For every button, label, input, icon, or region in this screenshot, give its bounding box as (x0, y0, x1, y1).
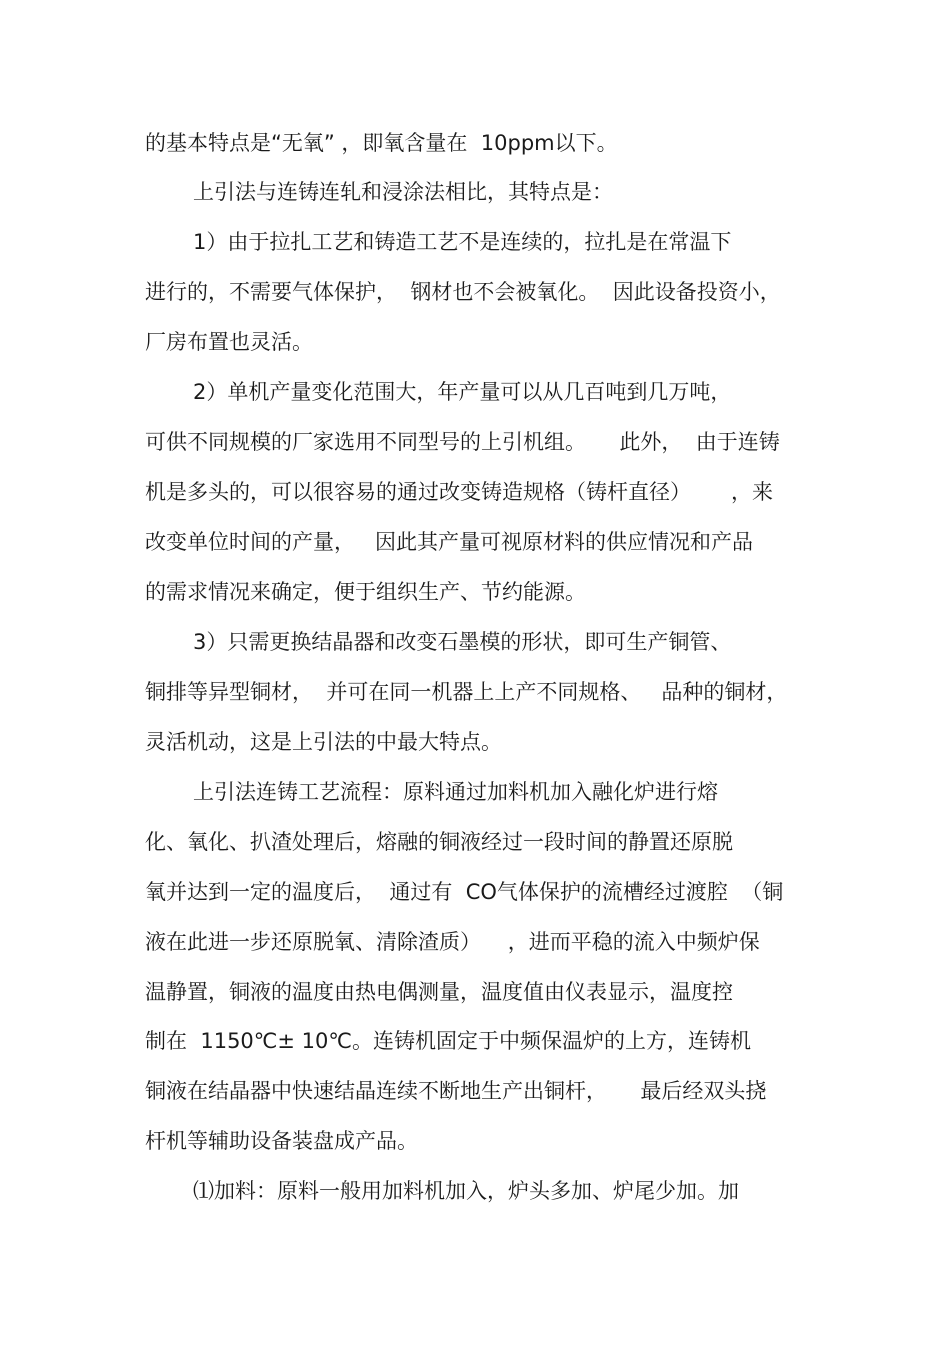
text-line-18: 温静置，铜液的温度由热电偶测量，温度值由仪表显示，温度控 (145, 980, 733, 1004)
text-line-10: 的需求情况来确定，便于组织生产、节约能源。 (145, 580, 586, 604)
text-line-1: 的基本特点是“无氧” ，即氧含量在 10ppm以下。 (145, 131, 618, 155)
text-line-8: 机是多头的，可以很容易的通过改变铸造规格（铸杆直径） ，来 (145, 480, 774, 504)
text-line-3: 1）由于拉扎工艺和铸造工艺不是连续的，拉扎是在常温下 (193, 230, 732, 254)
text-line-5: 厂房布置也灵活。 (145, 330, 313, 354)
text-line-2: 上引法与连铸连轧和浸涂法相比，其特点是： (193, 180, 613, 204)
text-line-12: 铜排等异型铜材， 并可在同一机器上上产不同规格、 品种的铜材， (145, 680, 788, 704)
text-line-21: 杆机等辅助设备装盘成产品。 (145, 1129, 418, 1153)
text-line-17: 液在此进一步还原脱氧、清除渣质） ，进而平稳的流入中频炉保 (145, 930, 760, 954)
text-line-22: ⑴加料：原料一般用加料机加入，炉头多加、炉尾少加。加 (193, 1179, 739, 1203)
text-line-11: 3）只需更换结晶器和改变石墨模的形状，即可生产铜管、 (193, 630, 732, 654)
text-line-20: 铜液在结晶器中快速结晶连续不断地生产出铜杆， 最后经双头挠 (145, 1079, 767, 1103)
text-line-4: 进行的，不需要气体保护， 钢材也不会被氧化。 因此设备投资小， (145, 280, 781, 304)
text-line-19: 制在 1150℃± 10℃。连铸机固定于中频保温炉的上方，连铸机 (145, 1029, 751, 1053)
text-line-13: 灵活机动，这是上引法的中最大特点。 (145, 730, 502, 754)
text-line-15: 化、氧化、扒渣处理后，熔融的铜液经过一段时间的静置还原脱 (145, 830, 733, 854)
text-line-16: 氧并达到一定的温度后， 通过有 CO气体保护的流槽经过渡腔 （铜 (145, 880, 784, 904)
text-line-6: 2）单机产量变化范围大，年产量可以从几百吨到几万吨， (193, 380, 732, 404)
text-line-9: 改变单位时间的产量， 因此其产量可视原材料的供应情况和产品 (145, 530, 754, 554)
text-line-14: 上引法连铸工艺流程：原料通过加料机加入融化炉进行熔 (193, 780, 718, 804)
text-line-7: 可供不同规模的厂家选用不同型号的上引机组。 此外， 由于连铸 (145, 430, 780, 454)
